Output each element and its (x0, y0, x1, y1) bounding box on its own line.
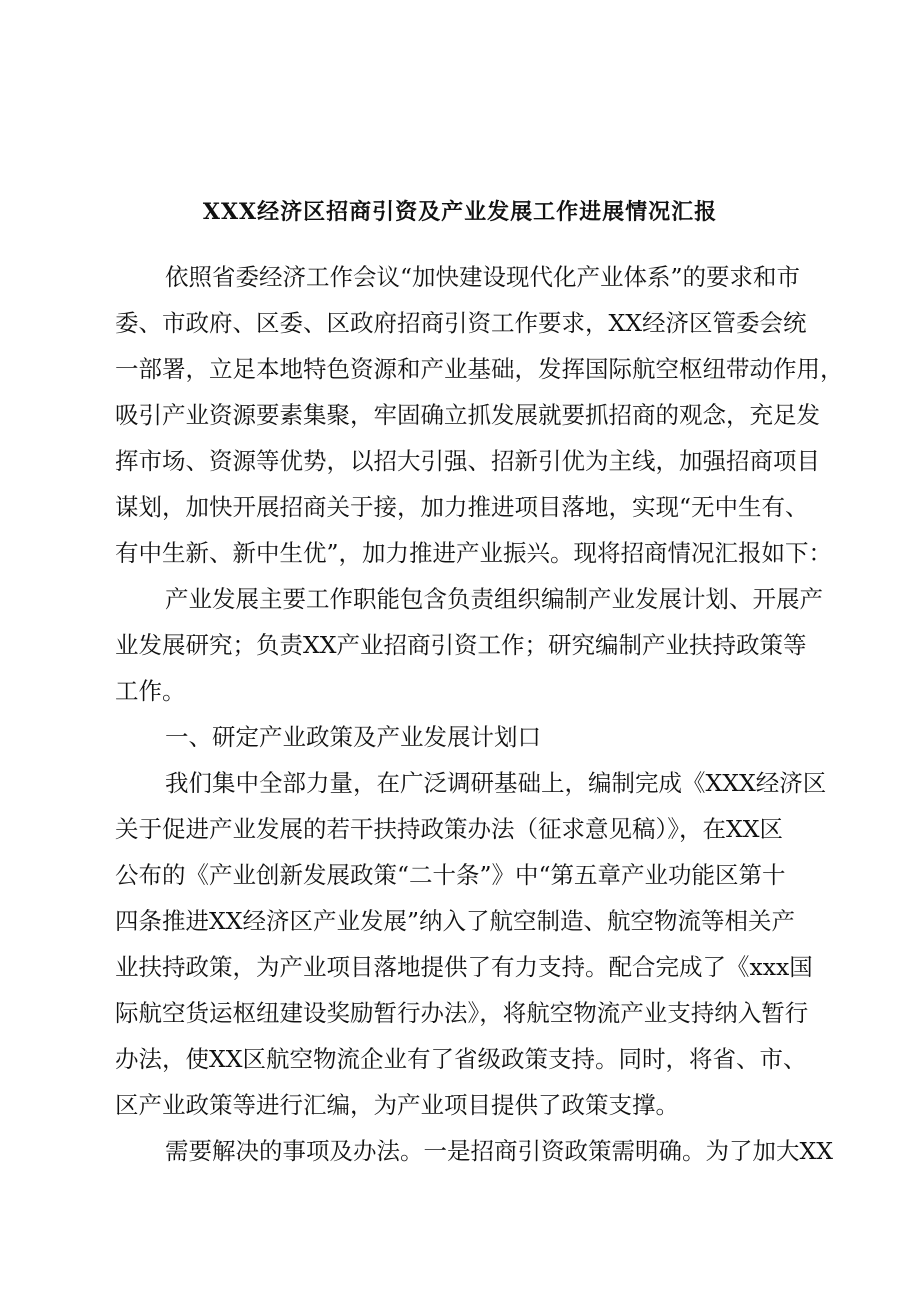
paragraph-1-line-7: 有中生新、新中生优”，加力推进产业振兴。现将招商情况汇报如下： (115, 539, 833, 567)
paragraph-2-line-3: 工作。 (115, 677, 186, 705)
section-heading-1: 一、研定产业政策及产业发展计划口 (165, 723, 541, 751)
paragraph-3-line-3: 公布的《产业创新发展政策“二十条”》中“第五章产业功能区第十 (115, 861, 786, 889)
paragraph-3-line-2: 关于促进产业发展的若干扶持政策办法（征求意见稿）》，在XX区 (115, 815, 783, 843)
document-title: XXX经济区招商引资及产业发展工作进展情况汇报 (202, 199, 718, 225)
paragraph-3-line-8: 区产业政策等进行汇编，为产业项目提供了政策支撑。 (115, 1091, 679, 1119)
paragraph-4-line-1: 需要解决的事项及办法。一是招商引资政策需明确。为了加大XX (165, 1137, 833, 1165)
paragraph-1-line-6: 谋划，加快开展招商关于接，加力推进项目落地，实现“无中生有、 (115, 493, 809, 521)
paragraph-2-line-1: 产业发展主要工作职能包含负责组织编制产业发展计划、开展产 (165, 585, 823, 613)
paragraph-3-line-1: 我们集中全部力量，在广泛调研基础上，编制完成《XXX经济区 (165, 769, 827, 797)
paragraph-3-line-7: 办法，使XX区航空物流企业有了省级政策支持。同时，将省、市、 (115, 1045, 807, 1073)
paragraph-1-line-3: 一部署，立足本地特色资源和产业基础，发挥国际航空枢纽带动作用， (115, 355, 844, 383)
document-body (115, 254, 844, 1174)
paragraph-3-line-4: 四条推进XX经济区产业发展”纳入了航空制造、航空物流等相关产 (115, 907, 795, 935)
paragraph-2-line-2: 业发展研究；负责XX产业招商引资工作；研究编制产业扶持政策等 (115, 631, 807, 659)
paragraph-3-line-6: 际航空货运枢纽建设奖励暂行办法》，将航空物流产业支持纳入暂行 (115, 999, 809, 1027)
paragraph-1-line-2: 委、市政府、区委、区政府招商引资工作要求，XX经济区管委会统 (115, 309, 807, 337)
paragraph-1-line-1: 依照省委经济工作会议“加快建设现代化产业体系”的要求和市 (165, 263, 801, 291)
paragraph-1-line-4: 吸引产业资源要素集聚，牢固确立抓发展就要抓招商的观念，充足发 (115, 401, 820, 429)
paragraph-3-line-5: 业扶持政策，为产业项目落地提供了有力支持。配合完成了《xxx国 (115, 953, 813, 981)
paragraph-1-line-5: 挥市场、资源等优势，以招大引强、招新引优为主线，加强招商项目 (115, 447, 820, 475)
